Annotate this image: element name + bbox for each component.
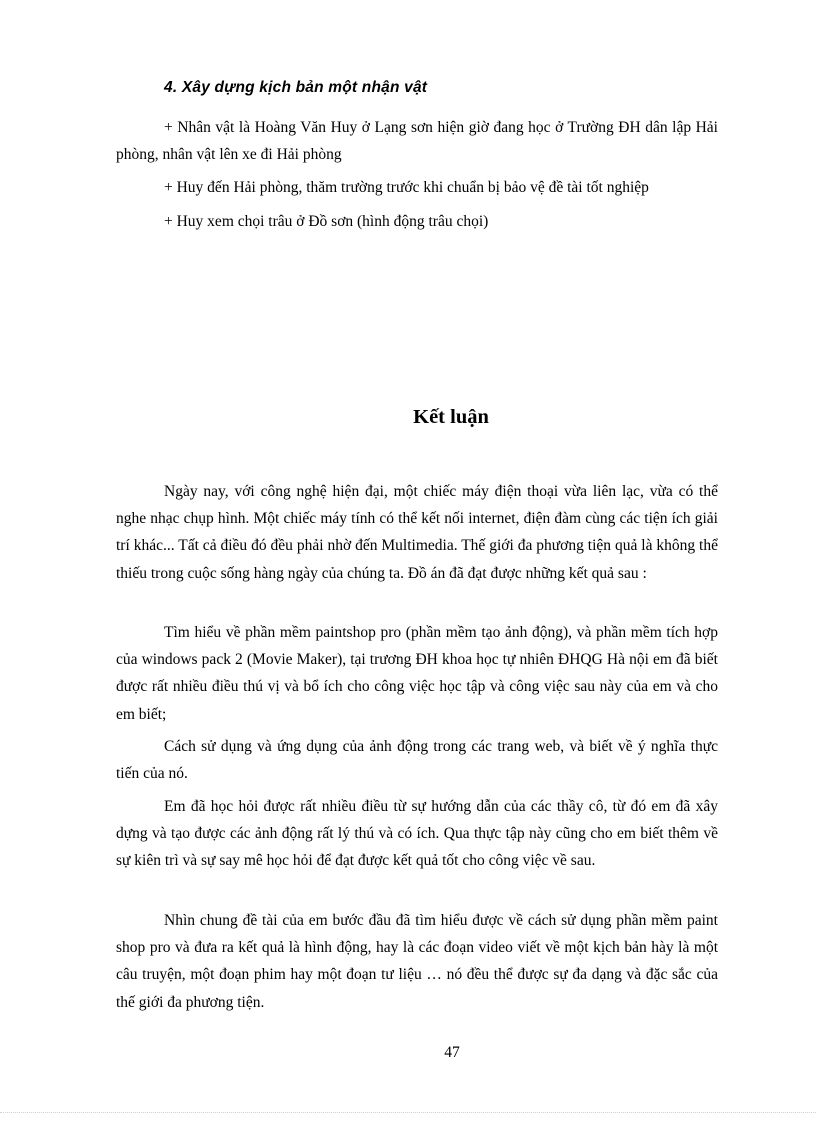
section-heading: 4. Xây dựng kịch bản một nhận vật [164, 79, 428, 96]
scenario-item-1: + Nhân vật là Hoàng Văn Huy ở Lạng sơn hiện giờ đang học ở Trường ĐH dân lập Hải phòng, nhân vật lên xe đi Hải phòng [116, 119, 718, 163]
scenario-item-3: + Huy xem chọi trâu ở Đồ sơn (hình động trâu chọi) [164, 213, 489, 230]
conclusion-title: Kết luận [413, 406, 489, 428]
conclusion-paragraph-1: Ngày nay, với công nghệ hiện đại, một chiếc máy điện thoại vừa liên lạc, vừa có thể nghe nhạc chụp hình. Một chiếc máy tính có thể kết nối internet, điện đàm cùng các tiện ích giải trí khác... Tất cả điều đó đều phải nhờ đến Multimedia. Thế giới đa phương tiện quả là không thể thiếu trong cuộc sống hàng ngày của chúng ta. Đồ án đã đạt được những kết quả sau : [116, 483, 718, 582]
page-bottom-divider [0, 1112, 816, 1113]
conclusion-paragraph-3: Cách sử dụng và ứng dụng của ảnh động trong các trang web, và biết về ý nghĩa thực tiến của nó. [116, 738, 718, 783]
conclusion-paragraph-4: Em đã học hỏi được rất nhiều điều từ sự hướng dẫn của các thầy cô, từ đó em đã xây dựng và tạo được các ảnh động rất lý thú và có ích. Qua thực tập này cũng cho em biết thêm về sự kiên trì và sự say mê học hỏi để đạt được kết quả tốt cho công việc về sau. [116, 798, 718, 870]
page-number: 47 [444, 1044, 460, 1061]
scenario-item-2: + Huy đến Hải phòng, thăm trường trước khi chuẩn bị bảo vệ đề tài tốt nghiệp [164, 179, 649, 196]
conclusion-paragraph-2: Tìm hiểu về phần mềm paintshop pro (phần mềm tạo ảnh động), và phần mềm tích hợp của windows pack 2 (Movie Maker), tại trương ĐH khoa học tự nhiên ĐHQG Hà nội em đã biết được rất nhiều điều thú vị và bổ ích cho công việc học tập và công việc sau này của em và cho em biết; [116, 624, 718, 723]
conclusion-paragraph-5: Nhìn chung đề tài của em bước đầu đã tìm hiểu được về cách sử dụng phần mềm paint shop pro và đưa ra kết quả là hình động, hay là các đoạn video viết về một kịch bản hày là một câu truyện, một đoạn phim hay một đoạn tư liệu … nó đều thể được sự đa dạng và đặc sắc của thế giới đa phương tiện. [116, 912, 718, 1011]
